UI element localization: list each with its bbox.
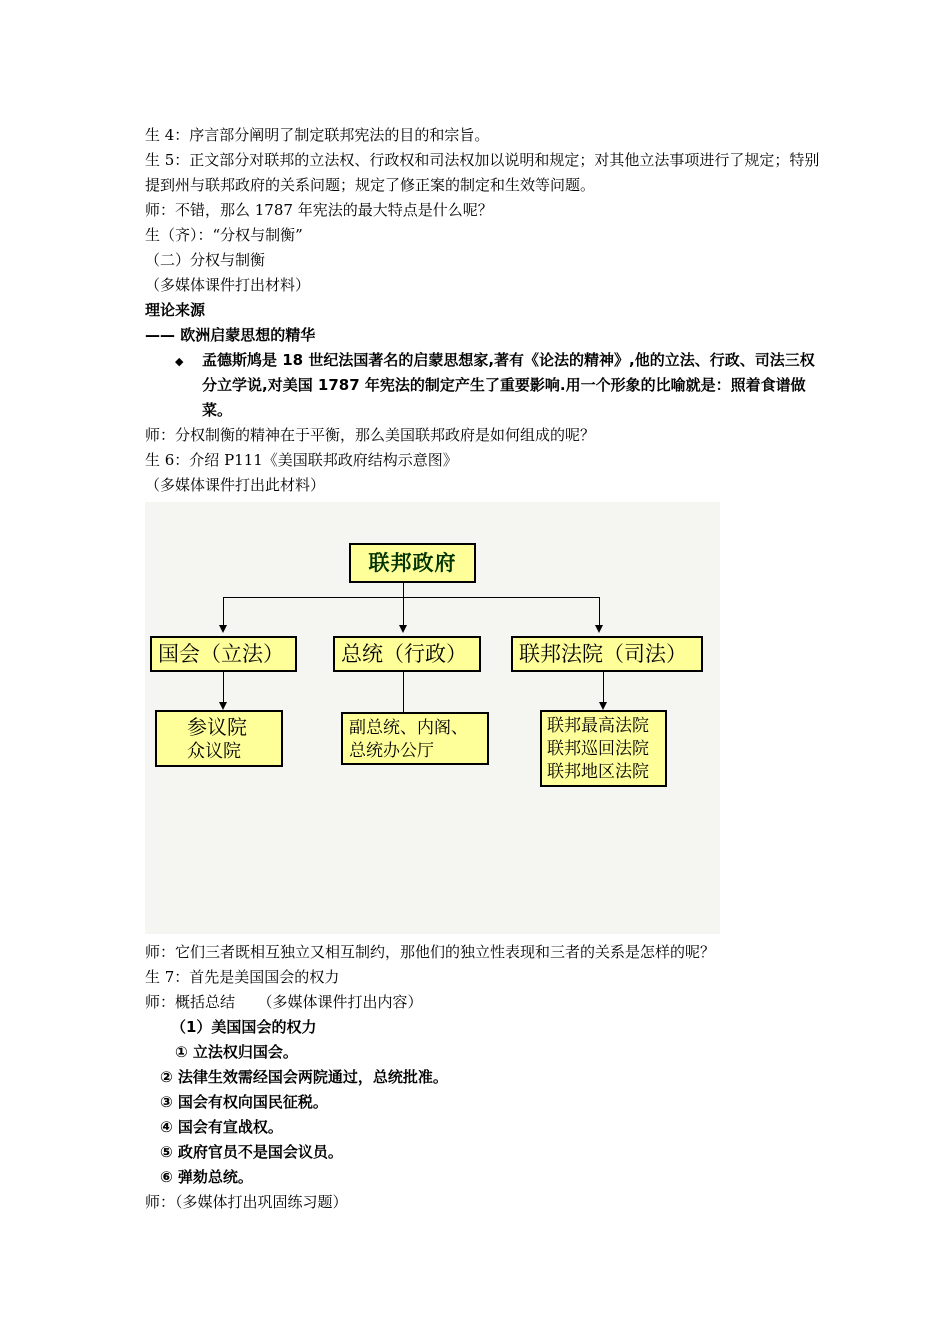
paragraph-media-note: （多媒体课件打出材料） [145, 276, 311, 294]
branch-congress-label: 国会（立法） [158, 642, 284, 666]
power-item-4: ④ 国会有宣战权。 [160, 1118, 283, 1136]
diagram-top-label: 联邦政府 [368, 551, 457, 575]
diamond-bullet-icon: ◆ [175, 355, 184, 368]
branch-president-box [333, 636, 481, 672]
sub-congress-box [155, 710, 283, 767]
connector-center-down [403, 597, 404, 625]
connector-left-down [223, 597, 224, 625]
heading-theory-source: 理论来源 [145, 301, 206, 319]
paragraph-student6: 生 6：介绍 P111《美国联邦政府结构示意图》 [145, 451, 458, 469]
power-item-2: ② 法律生效需经国会两院通过，总统批准。 [160, 1068, 448, 1086]
branch-president-label: 总统（行政） [341, 642, 467, 666]
executive-office-label: 总统办公厅 [349, 741, 434, 761]
bullet-montesquieu [145, 348, 822, 423]
senate-label: 参议院 [187, 715, 247, 739]
connector-horizontal [223, 597, 599, 598]
cabinet-label: 副总统、内阁、 [349, 718, 468, 738]
house-label: 众议院 [187, 741, 241, 762]
paragraph-media-note-2: （多媒体课件打出此材料） [145, 476, 326, 494]
federal-government-diagram [145, 502, 720, 934]
paragraph-students-answer: 生（齐）：“分权与制衡” [145, 226, 303, 244]
paragraph-teacher-balance: 师：分权制衡的精神在于平衡，那么美国联邦政府是如何组成的呢？ [145, 426, 596, 444]
sub-president-box [341, 712, 489, 765]
arrow-down-icon [399, 625, 407, 633]
diagram-top-box [349, 543, 476, 583]
power-item-3: ③ 国会有权向国民征税。 [160, 1093, 328, 1111]
bullet-text: 孟德斯鸠是 18 世纪法国著名的启蒙思想家,著有《论法的精神》,他的立法、行政、司法三权分立学说,对美国 1787 年宪法的制定产生了重要影响.用一个形象的比喻就是：照着食谱做菜。 [202, 351, 815, 419]
power-item-6: ⑥ 弹劾总统。 [160, 1168, 253, 1186]
supreme-court-label: 联邦最高法院 [547, 716, 649, 736]
arrow-down-icon [219, 625, 227, 633]
circuit-court-label: 联邦巡回法院 [547, 739, 649, 759]
connector-congress-down [223, 672, 224, 702]
paragraph-student4: 生 4：序言部分阐明了制定联邦宪法的目的和宗旨。 [145, 126, 490, 144]
paragraph-student7: 生 7：首先是美国国会的权力 [145, 968, 340, 986]
heading-congress-powers: （1）美国国会的权力 [171, 1018, 317, 1036]
connector-president-down [403, 672, 404, 712]
power-item-5: ⑤ 政府官员不是国会议员。 [160, 1143, 343, 1161]
sub-court-box [540, 710, 667, 787]
branch-court-label: 联邦法院（司法） [519, 642, 687, 666]
connector-court-down [603, 672, 604, 702]
district-court-label: 联邦地区法院 [547, 762, 649, 782]
paragraph-teacher-independence: 师：它们三者既相互独立又相互制约，那他们的独立性表现和三者的关系是怎样的呢？ [145, 943, 716, 961]
branch-congress-box [150, 636, 297, 672]
arrow-down-icon [595, 625, 603, 633]
branch-court-box [511, 636, 703, 672]
connector-right-down [599, 597, 600, 625]
paragraph-teacher-question: 师：不错，那么 1787 年宪法的最大特点是什么呢？ [145, 201, 493, 219]
power-item-1: ① 立法权归国会。 [175, 1043, 298, 1061]
arrow-down-icon [219, 702, 227, 710]
subheading-enlightenment: —— 欧洲启蒙思想的精华 [145, 326, 316, 344]
section-heading-separation: （二）分权与制衡 [145, 251, 266, 269]
paragraph-teacher-summary: 师：概括总结 （多媒体课件打出内容） [145, 993, 423, 1011]
paragraph-teacher-exercise: 师：（多媒体打出巩固练习题） [145, 1193, 348, 1211]
connector-top-down [403, 583, 404, 597]
document-page [145, 123, 825, 1215]
paragraph-student5: 生 5：正文部分对联邦的立法权、行政权和司法权加以说明和规定；对其他立法事项进行了规定；特别提到州与联邦政府的关系问题；规定了修正案的制定和生效等问题。 [145, 151, 820, 194]
arrow-down-icon [599, 702, 607, 710]
